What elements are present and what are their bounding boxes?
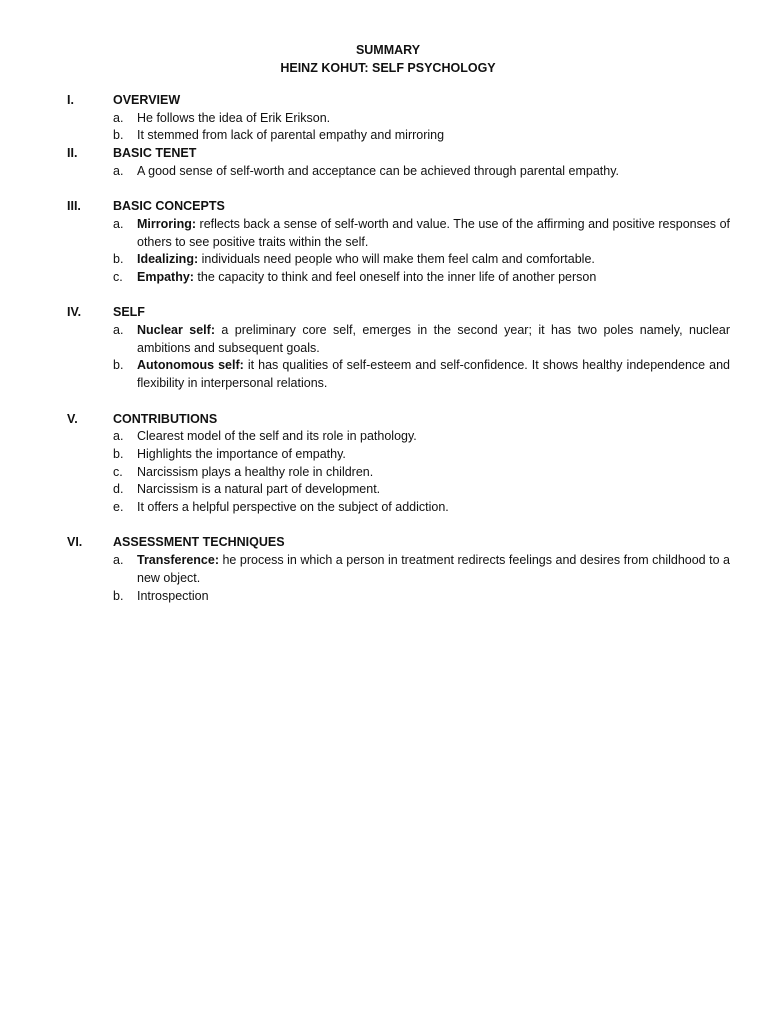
item-text: the capacity to think and feel oneself into the inner life of another person — [193, 269, 597, 284]
list-item — [0, 251, 768, 269]
item-letter: c. — [113, 269, 123, 284]
outline — [0, 92, 768, 605]
item-letter: a. — [113, 323, 124, 338]
item-text: Introspection — [137, 588, 209, 603]
section-gap — [0, 287, 768, 305]
section-basic-tenet — [0, 145, 768, 180]
document-title: SUMMARY — [355, 43, 421, 57]
item-text: A good sense of self-worth and acceptance can be achieved through parental empathy. — [137, 163, 620, 178]
item-term: Nuclear self: — [137, 323, 215, 338]
section-title: CONTRIBUTIONS — [113, 411, 218, 426]
section-assessment-techniques — [0, 534, 768, 605]
item-term: Empathy: — [137, 269, 194, 284]
list-item — [0, 481, 768, 499]
section-self — [0, 304, 768, 393]
item-text: Clearest model of the self and its role in pathology. — [137, 429, 417, 444]
item-text: reflects back a sense of self-worth and value. The use of the affirming and positive responses of others to see positive traits within the self. — [137, 216, 730, 249]
section-heading — [0, 145, 768, 163]
section-title: BASIC CONCEPTS — [113, 199, 225, 214]
section-number: I. — [67, 93, 74, 107]
item-letter: d. — [113, 482, 124, 497]
item-term: Autonomous self: — [137, 358, 244, 373]
section-heading — [0, 534, 768, 552]
item-text: Narcissism is a natural part of development. — [137, 482, 381, 497]
list-item — [0, 127, 768, 145]
item-letter: a. — [113, 216, 124, 231]
item-text: It offers a helpful perspective on the subject of addiction. — [137, 500, 449, 515]
list-item — [0, 464, 768, 482]
list-item — [0, 216, 768, 251]
list-item — [0, 110, 768, 128]
item-letter: a. — [113, 429, 124, 444]
section-title: BASIC TENET — [113, 146, 197, 161]
item-term: Mirroring: — [137, 216, 197, 231]
section-gap — [0, 180, 768, 198]
section-number: IV. — [67, 305, 82, 320]
item-text: Highlights the importance of empathy. — [137, 446, 346, 461]
item-text: a preliminary core self, emerges in the second year; it has two poles namely, nuclear ambitions and subsequent goals. — [137, 323, 731, 355]
section-contributions — [0, 411, 768, 517]
list-item — [0, 322, 768, 357]
section-title: OVERVIEW — [113, 93, 181, 107]
section-number: V. — [67, 411, 78, 426]
item-letter: b. — [113, 358, 124, 373]
item-letter: a. — [113, 163, 124, 178]
section-overview — [0, 92, 768, 145]
section-title: SELF — [113, 305, 145, 320]
item-letter: c. — [113, 464, 123, 479]
list-item — [0, 446, 768, 464]
section-basic-concepts — [0, 198, 768, 287]
item-term: Transference: — [137, 553, 219, 568]
title-block — [0, 41, 768, 77]
section-heading — [0, 411, 768, 429]
section-gap — [0, 393, 768, 411]
section-heading — [0, 92, 768, 110]
item-letter: b. — [113, 446, 124, 461]
section-number: VI. — [67, 535, 83, 550]
item-letter: e. — [113, 500, 124, 515]
item-text: Narcissism plays a healthy role in children. — [137, 464, 374, 479]
list-item — [0, 499, 768, 517]
item-letter: a. — [113, 110, 124, 125]
document-subtitle: HEINZ KOHUT: SELF PSYCHOLOGY — [280, 61, 496, 75]
item-letter: b. — [113, 588, 124, 603]
section-number: II. — [67, 146, 78, 161]
section-heading — [0, 304, 768, 322]
list-item — [0, 588, 768, 606]
section-number: III. — [67, 199, 81, 214]
section-title: ASSESSMENT TECHNIQUES — [113, 535, 285, 550]
list-item — [0, 163, 768, 181]
item-text: it has qualities of self-esteem and self-confidence. It shows healthy independence and flexibility in interpersonal relations. — [137, 358, 730, 391]
list-item — [0, 357, 768, 392]
item-term: Idealizing: — [137, 252, 199, 267]
section-heading — [0, 198, 768, 216]
item-text: He follows the idea of Erik Erikson. — [137, 110, 331, 125]
section-gap — [0, 517, 768, 535]
item-text: individuals need people who will make them feel calm and comfortable. — [198, 252, 595, 267]
item-text: he process in which a person in treatment redirects feelings and desires from childhood to a new object. — [137, 553, 730, 585]
item-letter: b. — [113, 252, 124, 267]
list-item — [0, 552, 768, 587]
list-item — [0, 428, 768, 446]
list-item — [0, 269, 768, 287]
item-letter: a. — [113, 553, 124, 568]
item-letter: b. — [113, 128, 124, 143]
item-text: It stemmed from lack of parental empathy and mirroring — [137, 128, 445, 143]
